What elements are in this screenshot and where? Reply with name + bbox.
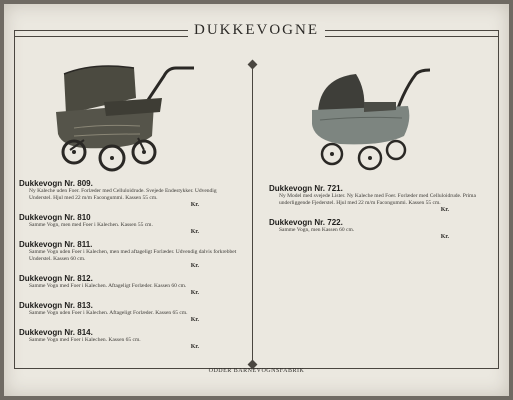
doll-pram-809-image bbox=[44, 54, 214, 172]
right-column bbox=[269, 184, 489, 245]
entry-813 bbox=[19, 301, 239, 323]
entry-description: Samme Vogn, men Kassen 60 cm. bbox=[279, 227, 355, 233]
entry-description: Samme Vogn uden Foer i Kalechen, men med aftageligt Forlæder. Udvendig dalvis forkrebbet Understel. Kassen 60 cm. bbox=[29, 249, 237, 262]
entry-price: Kr. bbox=[190, 229, 199, 235]
entry-722 bbox=[269, 218, 489, 240]
catalog-page bbox=[4, 4, 509, 396]
doll-pram-721-image bbox=[304, 62, 444, 174]
entry-price: Kr. bbox=[440, 234, 449, 240]
entry-title: Dukkevogn Nr. 813. bbox=[19, 301, 93, 310]
entry-809 bbox=[19, 179, 239, 208]
entry-description: Samme Vogn uden Foer i Kalechen. Aftageligt Forlæder. Kassen 65 cm. bbox=[29, 310, 188, 316]
entry-title: Dukkevogn Nr. 814. bbox=[19, 328, 93, 337]
entry-812 bbox=[19, 274, 239, 296]
entry-title: Dukkevogn Nr. 812. bbox=[19, 274, 93, 283]
entry-title: Dukkevogn Nr. 809. bbox=[19, 179, 93, 188]
entry-price: Kr. bbox=[440, 207, 449, 213]
entry-title: Dukkevogn Nr. 722. bbox=[269, 218, 343, 227]
entry-price: Kr. bbox=[190, 317, 199, 323]
entry-description: Ny Kaleche uden Foer. Forlæder med Celluloidrude. Svejede Endestykker. Udvendig Understel. Hjul med 22 m/m Facongummi. Kassen 55 cm. bbox=[29, 188, 217, 201]
entry-description: Ny Model med svejede Lister. Ny Kaleche med Foer. Forlæder med Celluloidrude. Prima underliggende Fjederstel. Hjul med 22 m/m Facongummi. Kassen 55 cm. bbox=[279, 193, 476, 206]
page-footer: ODDER BARNEVOGNSFABRIK bbox=[208, 368, 305, 374]
entry-721 bbox=[269, 184, 489, 213]
entry-price: Kr. bbox=[190, 263, 199, 269]
entry-price: Kr. bbox=[190, 344, 199, 350]
entry-title: Dukkevogn Nr. 721. bbox=[269, 184, 343, 193]
entry-title: Dukkevogn Nr. 810 bbox=[19, 213, 91, 222]
divider-ornament-top bbox=[248, 60, 258, 70]
entry-810 bbox=[19, 213, 239, 235]
entry-description: Samme Vogn, men med Foer i Kalechen. Kassen 55 cm. bbox=[29, 222, 153, 228]
entry-price: Kr. bbox=[190, 290, 199, 296]
page-title bbox=[4, 22, 509, 39]
left-column bbox=[19, 179, 239, 355]
entry-814 bbox=[19, 328, 239, 350]
entry-title: Dukkevogn Nr. 811. bbox=[19, 240, 93, 249]
page-title-text: DUKKEVOGNE bbox=[188, 22, 325, 38]
entry-811 bbox=[19, 240, 239, 269]
entry-description: Samme Vogn med Foer i Kalechen. Aftageligt Forlæder. Kassen 60 cm. bbox=[29, 283, 187, 289]
column-divider bbox=[252, 64, 253, 364]
frame-left bbox=[14, 30, 15, 368]
entry-description: Samme Vogn med Foer i Kalechen. Kassen 65 cm. bbox=[29, 337, 141, 343]
entry-price: Kr. bbox=[190, 202, 199, 208]
frame-right bbox=[498, 30, 499, 368]
